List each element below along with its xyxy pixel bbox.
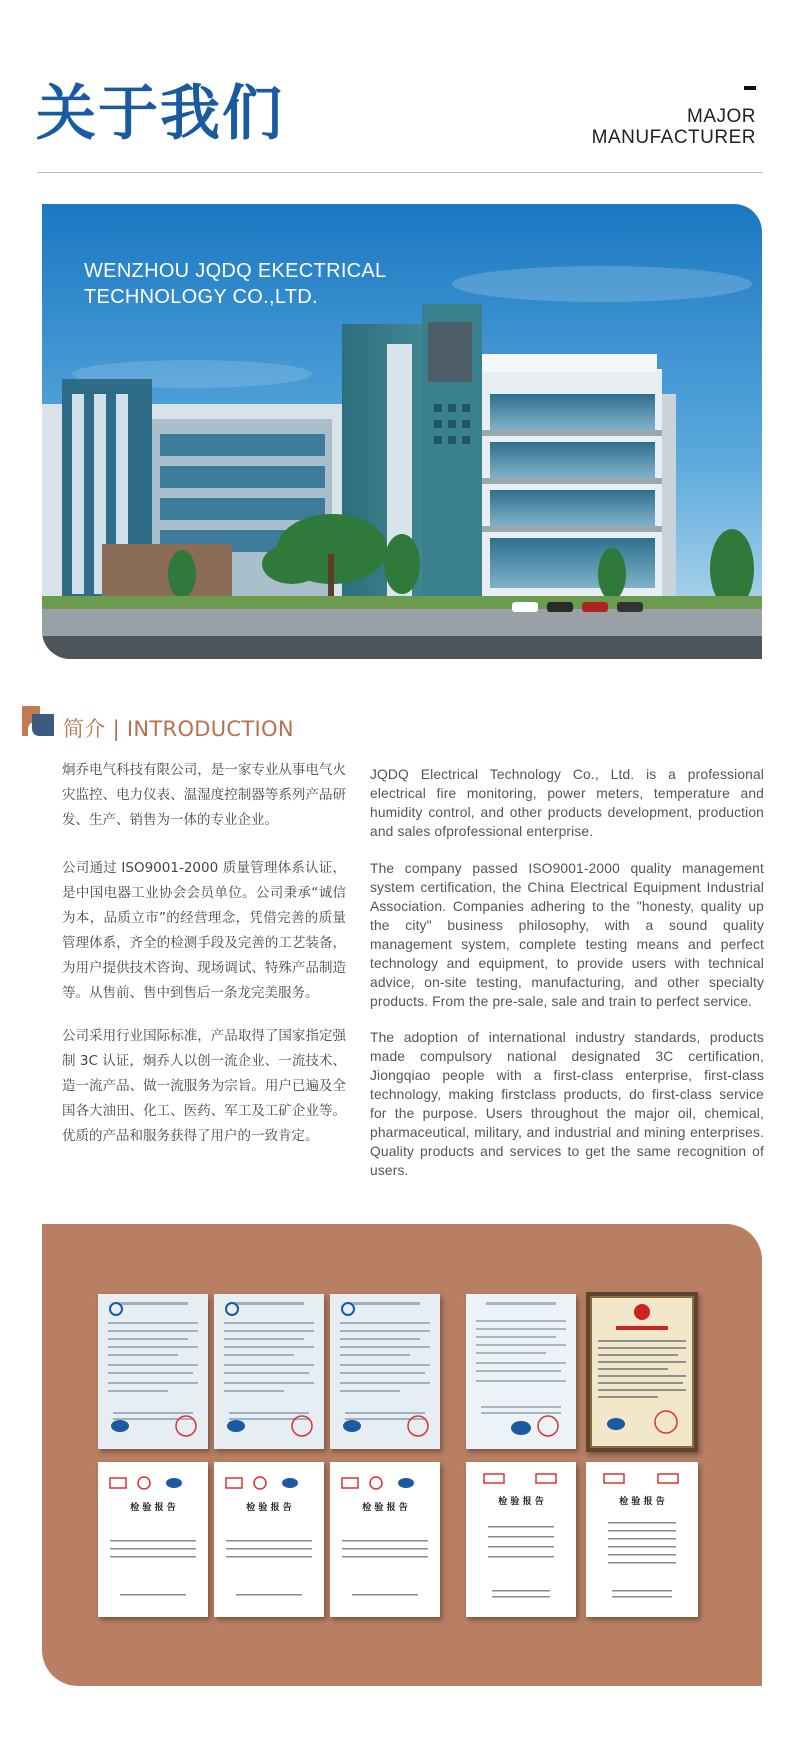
caption-line-2: TECHNOLOGY CO.,LTD. [84, 286, 318, 308]
intro-heading: 简介 | INTRODUCTION [63, 717, 294, 741]
inspection-report-2 [214, 1462, 324, 1617]
inspection-report-4 [466, 1462, 576, 1617]
inspection-report-5 [586, 1462, 698, 1617]
ccc-certificate-1 [98, 1294, 208, 1449]
ccc-certificate-2 [214, 1294, 324, 1449]
title-dash [744, 86, 756, 90]
cn-paragraph-1: 炯乔电气科技有限公司，是一家专业从事电气火灾监控、电力仪表、温湿度控制器等系列产品研发、生产、销售为一体的专业企业。 [62, 762, 346, 828]
report-title-text-1: 检 验 报 告 [130, 1503, 176, 1513]
en-paragraph-2: The company passed ISO9001-2000 quality management system certification, the China Electrical Equipment Industrial Association. Companies adhering to the "honesty, quality up the city" business philosophy, with a sound quality management system, complete testing means and perfect technology and equipment, to provide users with technical advice, on-site testing, manufacturing, and other specialty products. From the pre-sale, sale and train to perfect service. [370, 861, 764, 1009]
ccc-certificate-4 [466, 1294, 576, 1449]
report-title-text-3: 检 验 报 告 [362, 1503, 408, 1513]
en-paragraph-3: The adoption of international industry standards, products made compulsory national designated 3C certification, Jiongqiao people with a first-class enterprise, first-class technology, making firstclass products, do first-class service for the purpose. Users throughout the major oil, chemical, pharmaceutical, military, and industrial and mining enterprises. Quality products and services to get the same recognition of users. [370, 1030, 764, 1178]
product-certification-certificate [586, 1292, 698, 1452]
subtitle-line-1: MAJOR [687, 106, 756, 127]
company-name-caption [84, 258, 386, 310]
report-title-text-5: 检 验 报 告 [619, 1497, 665, 1507]
intro-section-icon [22, 706, 54, 736]
ccc-certificate-3 [330, 1294, 440, 1449]
cn-paragraph-3: 公司采用行业国际标准，产品取得了国家指定强制 3C 认证，炯乔人以创一流企业、一流技术、造一流产品、做一流服务为宗旨。用户已遍及全国各大油田、化工、医药、军工及工矿企业等。优质的产品和服务获得了用户的一致肯定。 [62, 1028, 346, 1144]
en-paragraph-1: JQDQ Electrical Technology Co., Ltd. is a professional electrical fire monitoring, power meters, temperature and humidity control, and other products development, production and sales ofprofessional enterprise. [370, 767, 764, 839]
header-subtitle [592, 106, 756, 148]
page-title: 关于我们 [36, 79, 284, 149]
report-title-text-4: 检 验 报 告 [498, 1497, 544, 1507]
subtitle-line-2: MANUFACTURER [591, 127, 756, 148]
cn-paragraph-2: 公司通过 ISO9001-2000 质量管理体系认证，是中国电器工业协会会员单位。公司秉承“诚信为本，品质立市”的经营理念，凭借完善的质量管理体系，齐全的检测手段及完善的工艺装备，为用户提供技术咨询、现场调试、特殊产品制造等。从售前、售中到售后一条龙完美服务。 [62, 860, 346, 1001]
inspection-report-1 [98, 1462, 208, 1617]
caption-line-1: WENZHOU JQDQ EKECTRICAL [84, 260, 387, 282]
inspection-report-3 [330, 1462, 440, 1617]
header-divider [38, 172, 762, 173]
certificates-panel [42, 1224, 762, 1686]
report-title-text-2: 检 验 报 告 [246, 1503, 292, 1513]
